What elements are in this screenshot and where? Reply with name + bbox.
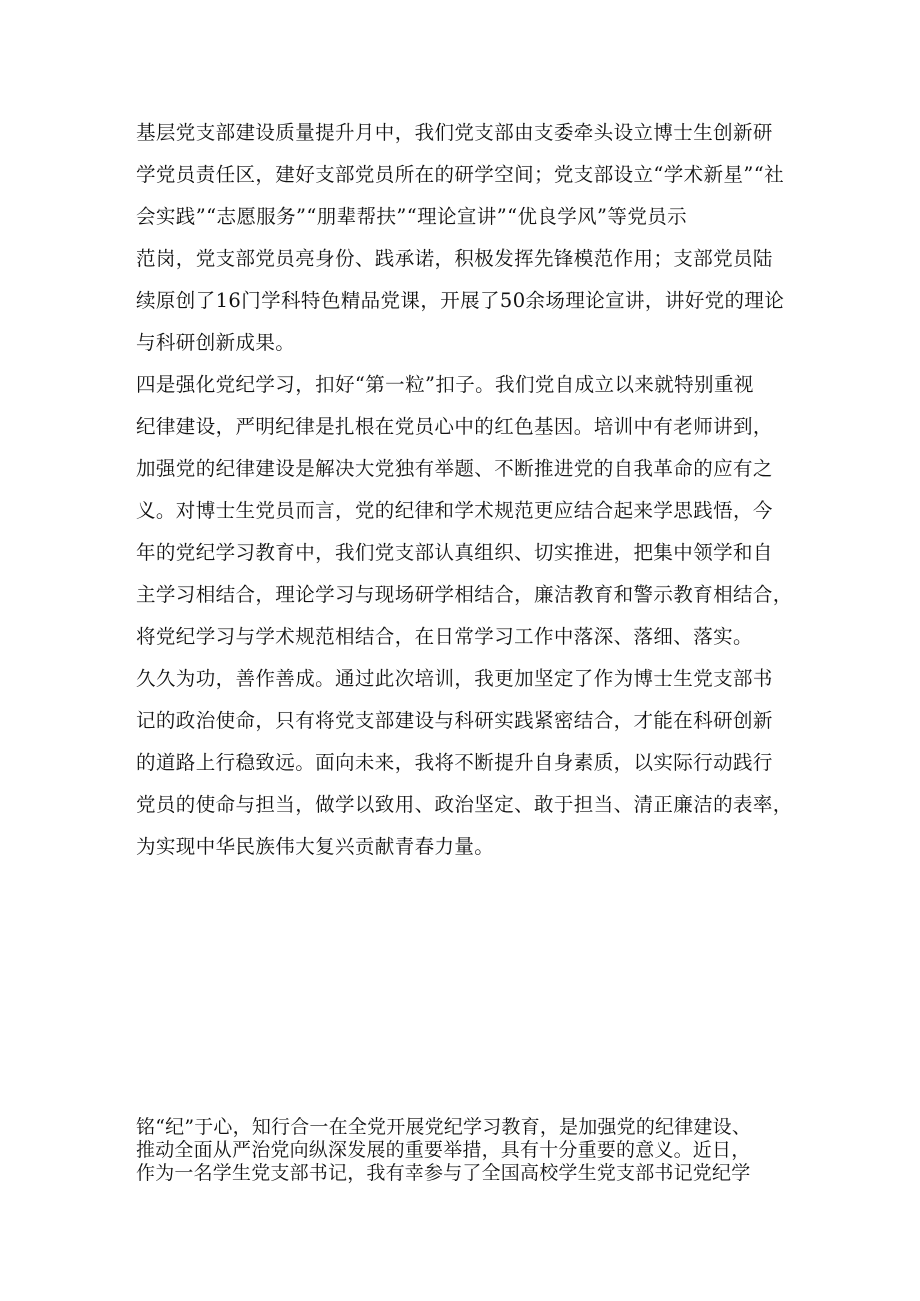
text-line: 推动全面从严治党向纵深发展的重要举措，具有十分重要的意义。近日， xyxy=(136,1139,751,1161)
text-line: 铭“纪”于心，知行合一在全党开展党纪学习教育，是加强党的纪律建设、 xyxy=(136,1116,752,1138)
text-line: 记的政治使命，只有将党支部建设与科研实践紧密结合，才能在科研创新 xyxy=(136,709,773,732)
text-line: 续原创了16门学科特色精品党课，开展了50余场理论宣讲，讲好党的理论 xyxy=(136,289,785,312)
paragraph-1 xyxy=(136,112,796,364)
text-line: 党员的使命与担当，做学以致用、政治坚定、敢于担当、清正廉洁的表率， xyxy=(136,793,793,816)
text-line: 四是强化党纪学习，扣好“第一粒”扣子。我们党自成立以来就特别重视 xyxy=(136,373,754,396)
text-line: 范岗，党支部党员亮身份、践承诺，积极发挥先锋模范作用；支部党员陆 xyxy=(136,247,773,270)
text-line: 年的党纪学习教育中，我们党支部认真组织、切实推进，把集中领学和自 xyxy=(136,541,773,564)
text-line: 纪律建设，严明纪律是扎根在党员心中的红色基因。培训中有老师讲到， xyxy=(136,415,773,438)
text-line: 会实践”“志愿服务”“朋辈帮扶”“理论宣讲”“优良学风”等党员示 xyxy=(136,205,688,228)
text-line: 与科研创新成果。 xyxy=(136,331,296,354)
text-line: 的道路上行稳致远。面向未来，我将不断提升自身素质，以实际行动践行 xyxy=(136,751,773,774)
text-line: 作为一名学生党支部书记，我有幸参与了全国高校学生党支部书记党纪学 xyxy=(136,1162,751,1184)
text-line: 加强党的纪律建设是解决大党独有举题、不断推进党的自我革命的应有之 xyxy=(136,457,773,480)
text-line: 学党员责任区，建好支部党员所在的研学空间；党支部设立“学术新星”“社 xyxy=(136,163,785,186)
secondary-text-block xyxy=(136,1116,816,1185)
text-line: 义。对博士生党员而言，党的纪律和学术规范更应结合起来学思践悟，今 xyxy=(136,499,773,522)
text-line: 将党纪学习与学术规范相结合，在日常学习工作中落深、落细、落实。 xyxy=(136,625,753,648)
text-line: 主学习相结合，理论学习与现场研学相结合，廉洁教育和警示教育相结合， xyxy=(136,583,793,606)
main-text-block xyxy=(136,112,796,868)
text-line: 久久为功，善作善成。通过此次培训，我更加坚定了作为博士生党支部书 xyxy=(136,667,773,690)
text-line: 基层党支部建设质量提升月中，我们党支部由支委牵头设立博士生创新研 xyxy=(136,121,773,144)
paragraph-4 xyxy=(136,1116,816,1185)
text-line: 为实现中华民族伟大复兴贡献青春力量。 xyxy=(136,835,495,858)
paragraph-2 xyxy=(136,364,796,658)
paragraph-3 xyxy=(136,658,796,868)
